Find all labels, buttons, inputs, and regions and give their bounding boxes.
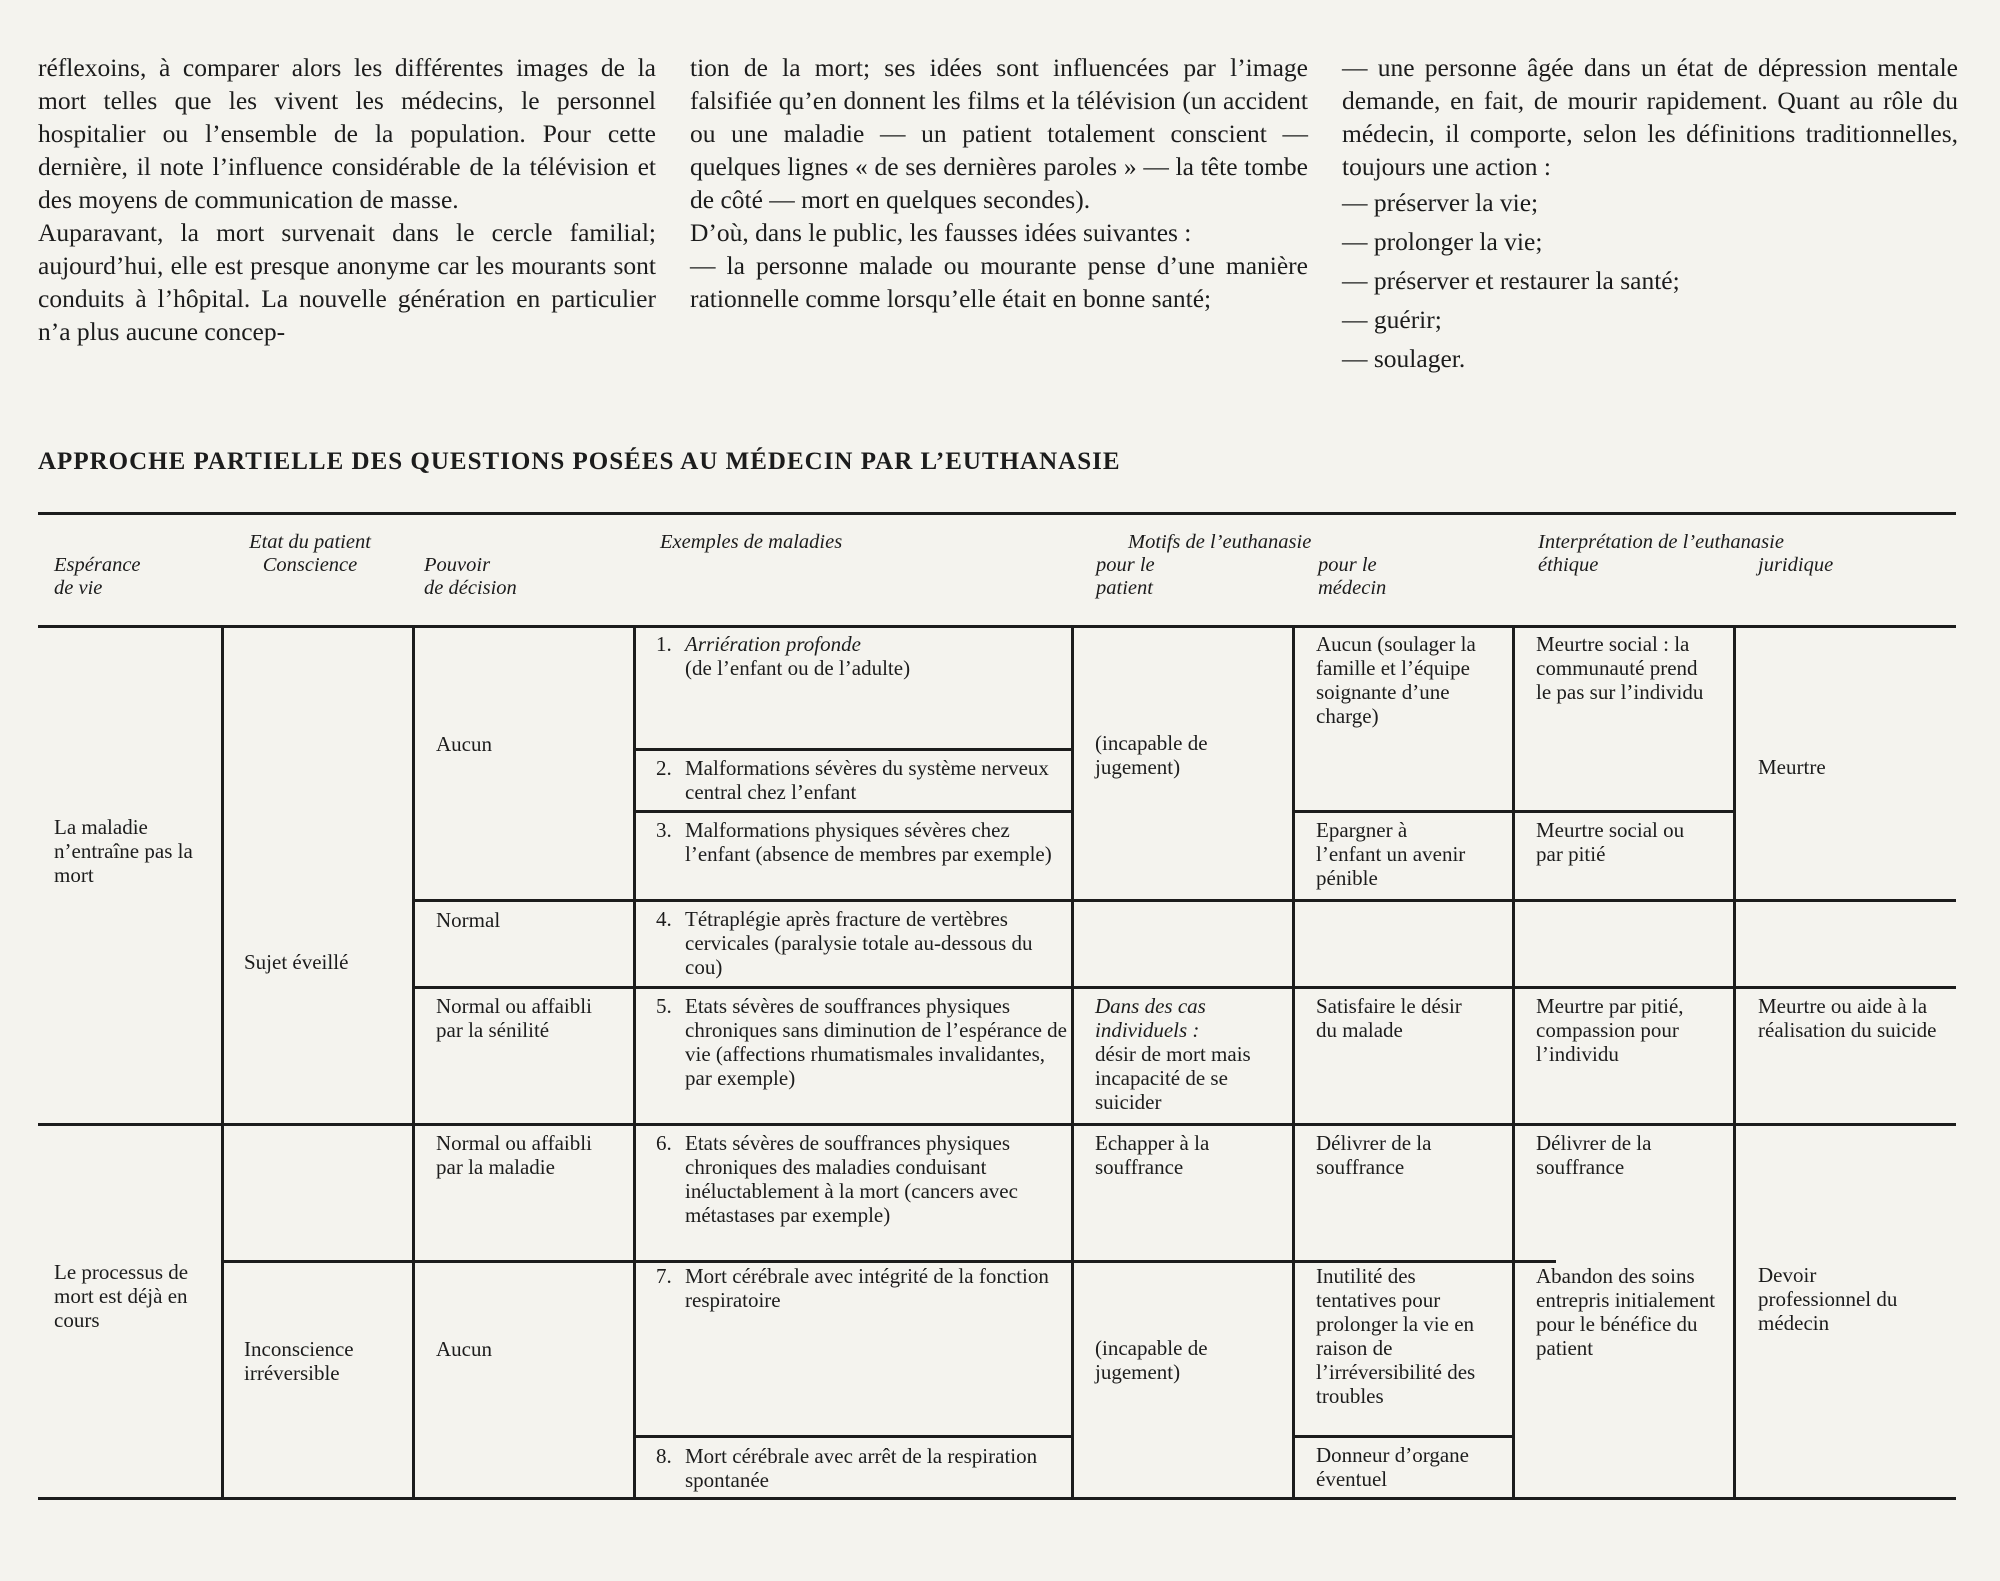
ethique-cell: Meurtre par pitié, compassion pour l’individu xyxy=(1536,994,1684,1066)
ethique-cell: Abandon des soins entrepris initialement pour le bénéfice du patient xyxy=(1536,1264,1716,1360)
exemple-cell: 5. Etats sévères de souffrances physiques chroniques sans diminution de l’espérance de vie (affections rhumatismales invalidantes, par exemple) xyxy=(656,994,1067,1090)
patient-cell: Echapper à la souffrance xyxy=(1095,1131,1210,1179)
juridique-cell: Devoir professionnel du médecin xyxy=(1758,1263,1898,1335)
header-pouvoir: Pouvoir de décision xyxy=(424,554,517,599)
list-item: — préserver la vie; xyxy=(1342,188,1539,217)
exemple-cell: 4. Tétraplégie après fracture de vertèbres cervicales (paralysie totale au-dessous du cou) xyxy=(656,907,1033,979)
list-item: — guérir; xyxy=(1342,305,1442,334)
row-divider xyxy=(635,748,1073,751)
pouvoir-cell: Aucun xyxy=(436,1337,492,1361)
list-item: — soulager. xyxy=(1342,344,1466,373)
patient-cell: (incapable de jugement) xyxy=(1095,731,1208,779)
table-top-rule xyxy=(38,512,1956,515)
paragraph: — une personne âgée dans un état de dépression mentale demande, en fait, de mourir rapidement. Quant au rôle du médecin, il comporte, selon les définitions traditionnelles, toujours une action : xyxy=(1342,53,1958,181)
paragraph: Auparavant, la mort survenait dans le cercle familial; aujourd’hui, elle est presque anonyme car les mourants sont conduits à l’hôpital. La nouvelle génération en particulier n’a plus aucune concep- xyxy=(38,218,656,346)
section-heading: APPROCHE PARTIELLE DES QUESTIONS POSÉES AU MÉDECIN PAR L’EUTHANASIE xyxy=(38,448,1121,475)
row-divider xyxy=(635,1435,1073,1438)
header-exemples: Exemples de maladies xyxy=(660,531,843,553)
euthanasia-table xyxy=(38,512,1956,1500)
juridique-cell: Meurtre ou aide à la réalisation du suicide xyxy=(1758,994,1937,1042)
row-divider xyxy=(414,986,1956,989)
row-divider xyxy=(414,899,1956,902)
header-juridique: juridique xyxy=(1758,554,1834,576)
esperance-cell: Le processus de mort est déjà en cours xyxy=(54,1260,189,1332)
col-rule xyxy=(1733,625,1736,1500)
paragraph: D’où, dans le public, les fausses idées suivantes : xyxy=(690,218,1192,247)
paragraph: tion de la mort; ses idées sont influencées par l’image falsifiée qu’en donnent les films et la télévision (un accident ou une maladie — un patient totalement conscient — quelques lignes « de ses dernières paroles » — la tête tombe de côté — mort en quelques secondes). xyxy=(690,53,1308,214)
juridique-cell: Meurtre xyxy=(1758,755,1826,779)
header-esperance: Espérance de vie xyxy=(54,554,141,599)
exemple-cell: 2. Malformations sévères du système nerveux central chez l’enfant xyxy=(656,756,1049,804)
exemple-cell: 7. Mort cérébrale avec intégrité de la fonction respiratoire xyxy=(656,1264,1049,1312)
exemple-cell: 8. Mort cérébrale avec arrêt de la respiration spontanée xyxy=(656,1444,1038,1492)
conscience-cell: Sujet éveillé xyxy=(244,950,349,974)
esperance-cell: La maladie n’entraîne pas la mort xyxy=(54,815,193,887)
medecin-cell: Epargner à l’enfant un avenir pénible xyxy=(1316,818,1466,890)
patient-cell: Dans des cas individuels : désir de mort mais incapacité de se suicider xyxy=(1095,994,1251,1114)
patient-cell: (incapable de jugement) xyxy=(1095,1336,1208,1384)
exemple-cell: 6. Etats sévères de souffrances physiques chroniques des maladies conduisant inéluctablement à la mort (cancers avec métastases par exemple) xyxy=(656,1131,1018,1227)
row-divider xyxy=(224,1260,1556,1263)
text-column-3 xyxy=(1342,51,1958,378)
pouvoir-cell: Aucun xyxy=(436,732,492,756)
medecin-cell: Aucun (soulager la famille et l’équipe soignante d’une charge) xyxy=(1316,632,1476,728)
paragraph: — la personne malade ou mourante pense d’une manière rationnelle comme lorsqu’elle était en bonne santé; xyxy=(690,251,1308,313)
header-pour-medecin: pour le médecin xyxy=(1318,554,1387,599)
col-rule xyxy=(412,625,415,1500)
header-rule xyxy=(38,625,1956,628)
header-motifs: Motifs de l’euthanasie xyxy=(1128,531,1312,553)
ethique-cell: Meurtre social : la communauté prend le pas sur l’individu xyxy=(1536,632,1704,704)
col-rule xyxy=(1512,625,1515,1500)
header-interpretation: Interprétation de l’euthanasie xyxy=(1538,531,1784,553)
col-rule xyxy=(1292,625,1295,1500)
medecin-cell: Donneur d’organe éventuel xyxy=(1316,1443,1469,1491)
list-item: — prolonger la vie; xyxy=(1342,227,1543,256)
row-divider xyxy=(1294,1435,1513,1438)
pouvoir-cell: Normal xyxy=(436,908,501,932)
paragraph: réflexoins, à comparer alors les différentes images de la mort telles que les vivent les médecins, le personnel hospitalier ou l’ensemble de la population. Pour cette dernière, il note l’influence considérable de la télévision et des moyens de communication de masse. xyxy=(38,53,656,214)
header-pour-patient: pour le patient xyxy=(1096,554,1155,599)
medecin-cell: Inutilité des tentatives pour prolonger la vie en raison de l’irréversibilité des troubles xyxy=(1316,1264,1476,1408)
header-etat: Etat du patient Conscience xyxy=(249,531,371,576)
row-divider xyxy=(635,810,1073,813)
text-column-1 xyxy=(38,51,656,348)
medecin-cell: Délivrer de la souffrance xyxy=(1316,1131,1432,1179)
ethique-cell: Meurtre social ou par pitié xyxy=(1536,818,1685,866)
list-item: — préserver et restaurer la santé; xyxy=(1342,266,1680,295)
ethique-cell: Délivrer de la souffrance xyxy=(1536,1131,1652,1179)
exemple-cell: 1. Arriération profonde (de l’enfant ou de l’adulte) xyxy=(656,632,911,680)
col-rule xyxy=(633,625,636,1500)
pouvoir-cell: Normal ou affaibli par la maladie xyxy=(436,1131,592,1179)
row-divider xyxy=(38,1123,1956,1126)
conscience-cell: Inconscience irréversible xyxy=(244,1337,354,1385)
header-ethique: éthique xyxy=(1538,554,1599,576)
exemple-cell: 3. Malformations physiques sévères chez l’enfant (absence de membres par exemple) xyxy=(656,818,1052,866)
pouvoir-cell: Normal ou affaibli par la sénilité xyxy=(436,994,592,1042)
medecin-cell: Satisfaire le désir du malade xyxy=(1316,994,1462,1042)
col-rule xyxy=(221,625,224,1500)
table-bottom-rule xyxy=(38,1497,1956,1500)
text-column-2 xyxy=(690,51,1308,315)
